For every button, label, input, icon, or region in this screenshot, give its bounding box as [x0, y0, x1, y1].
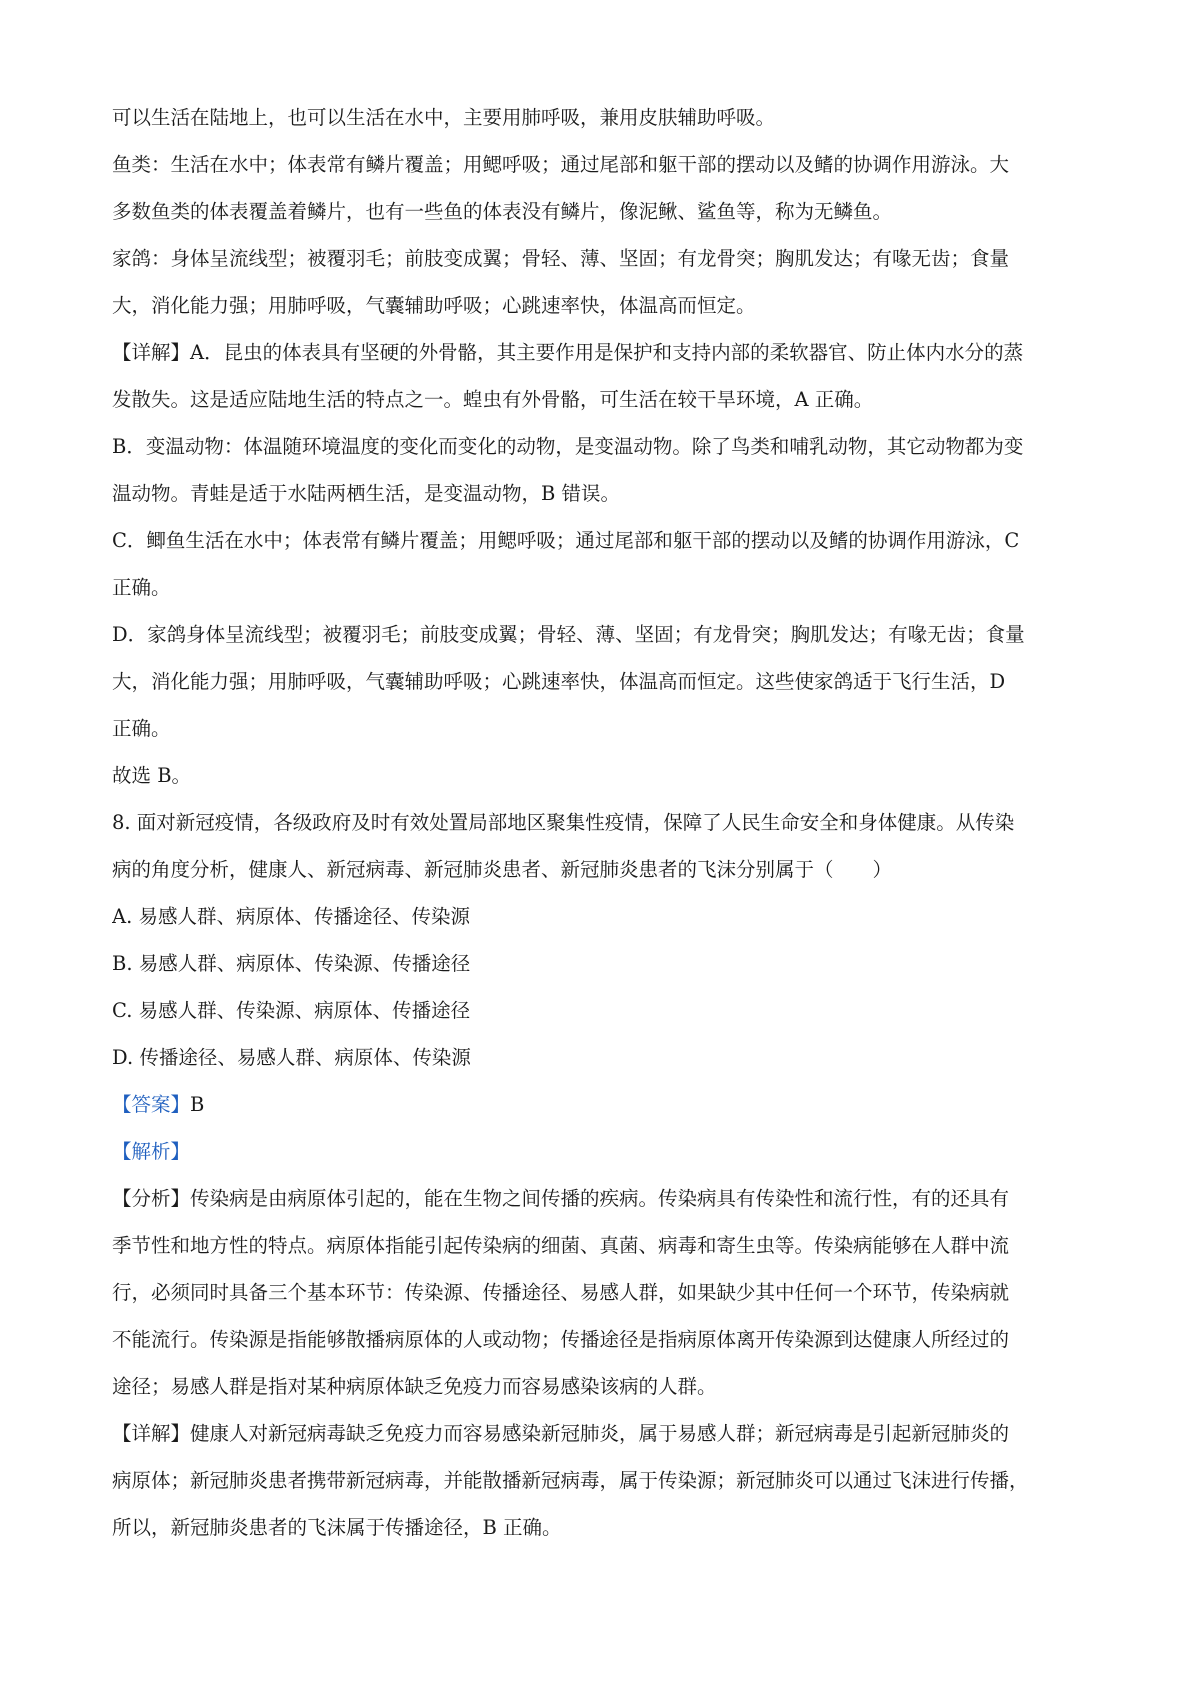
q7-detail-b — [112, 423, 1102, 517]
q8-option-b — [112, 940, 1102, 987]
text-line: 【详解】健康人对新冠病毒缺乏免疫力而容易感染新冠肺炎，属于易感人群；新冠病毒是引起新冠肺炎的 — [112, 1422, 1010, 1445]
text-line: 不能流行。传染源是指能够散播病原体的人或动物；传播途径是指病原体离开传染源到达健康人所经过的 — [112, 1328, 1010, 1351]
q8-answer — [112, 1081, 1102, 1128]
text-line: 发散失。这是适应陆地生活的特点之一。蝗虫有外骨骼，可生活在较干旱环境，A 正确。 — [112, 388, 874, 411]
pigeon-paragraph — [112, 235, 1102, 329]
text-line: 途径；易感人群是指对某种病原体缺乏免疫力而容易感染该病的人群。 — [112, 1375, 717, 1398]
text-line: 正确。 — [112, 576, 171, 599]
text-line: C．鲫鱼生活在水中；体表常有鳞片覆盖；用鳃呼吸；通过尾部和躯干部的摆动以及鳍的协调作用游泳，C — [112, 529, 1020, 552]
text-line: 正确。 — [112, 717, 171, 740]
q7-detail-c — [112, 517, 1102, 611]
amphibian-paragraph — [112, 94, 1102, 141]
q8-option-a — [112, 893, 1102, 940]
q8-detail — [112, 1410, 1102, 1551]
text-line: 【分析】传染病是由病原体引起的，能在生物之间传播的疾病。传染病具有传染性和流行性，有的还具有 — [112, 1187, 1010, 1210]
answer-label: 【答案】 — [112, 1093, 191, 1116]
q7-detail-d — [112, 611, 1102, 752]
text-line: 大，消化能力强；用肺呼吸，气囊辅助呼吸；心跳速率快，体温高而恒定。这些使家鸽适于飞行生活，D — [112, 670, 1006, 693]
fish-paragraph — [112, 141, 1102, 235]
document-page — [112, 94, 1102, 1551]
text-line: 鱼类：生活在水中；体表常有鳞片覆盖；用鳃呼吸；通过尾部和躯干部的摆动以及鳍的协调作用游泳。大 — [112, 153, 1010, 176]
text-line: 病的角度分析，健康人、新冠病毒、新冠肺炎患者、新冠肺炎患者的飞沫分别属于（ ） — [112, 858, 893, 881]
text-line: B．变温动物：体温随环境温度的变化而变化的动物，是变温动物。除了鸟类和哺乳动物，其它动物都为变 — [112, 435, 1024, 458]
text-line: 行，必须同时具备三个基本环节：传染源、传播途径、易感人群，如果缺少其中任何一个环节，传染病就 — [112, 1281, 1010, 1304]
text-line: 家鸽：身体呈流线型；被覆羽毛；前肢变成翼；骨轻、薄、坚固；有龙骨突；胸肌发达；有喙无齿；食量 — [112, 247, 1010, 270]
text-line: 8. 面对新冠疫情，各级政府及时有效处置局部地区聚集性疫情，保障了人民生命安全和身体健康。从传染 — [112, 811, 1015, 834]
q8-option-d — [112, 1034, 1102, 1081]
text-line: 温动物。青蛙是适于水陆两栖生活，是变温动物，B 错误。 — [112, 482, 621, 505]
text-line: D．家鸽身体呈流线型；被覆羽毛；前肢变成翼；骨轻、薄、坚固；有龙骨突；胸肌发达；有喙无齿；食量 — [112, 623, 1025, 646]
q7-detail-a — [112, 329, 1102, 423]
q8-analysis-label — [112, 1128, 1102, 1175]
text-line: 季节性和地方性的特点。病原体指能引起传染病的细菌、真菌、病毒和寄生虫等。传染病能够在人群中流 — [112, 1234, 1010, 1257]
option-text: C. 易感人群、传染源、病原体、传播途径 — [112, 999, 471, 1022]
text-line: 可以生活在陆地上，也可以生活在水中，主要用肺呼吸，兼用皮肤辅助呼吸。 — [112, 106, 776, 129]
option-text: A. 易感人群、病原体、传播途径、传染源 — [112, 905, 470, 928]
q8-analysis — [112, 1175, 1102, 1410]
answer-value: B — [190, 1093, 205, 1116]
option-text: D. 传播途径、易感人群、病原体、传染源 — [112, 1046, 471, 1069]
text-line: 多数鱼类的体表覆盖着鳞片，也有一些鱼的体表没有鳞片，像泥鳅、鲨鱼等，称为无鳞鱼。 — [112, 200, 893, 223]
text-line: 大，消化能力强；用肺呼吸，气囊辅助呼吸；心跳速率快，体温高而恒定。 — [112, 294, 756, 317]
q8-stem — [112, 799, 1102, 893]
q8-option-c — [112, 987, 1102, 1034]
q7-choice — [112, 752, 1102, 799]
text-line: 病原体；新冠肺炎患者携带新冠病毒，并能散播新冠病毒，属于传染源；新冠肺炎可以通过飞沫进行传播， — [112, 1469, 1029, 1492]
analysis-label: 【解析】 — [112, 1140, 191, 1163]
text-line: 所以，新冠肺炎患者的飞沫属于传播途径，B 正确。 — [112, 1516, 562, 1539]
text-line: 【详解】A．昆虫的体表具有坚硬的外骨骼，其主要作用是保护和支持内部的柔软器官、防止体内水分的蒸 — [112, 341, 1024, 364]
text-line: 故选 B。 — [112, 764, 192, 787]
option-text: B. 易感人群、病原体、传染源、传播途径 — [112, 952, 471, 975]
